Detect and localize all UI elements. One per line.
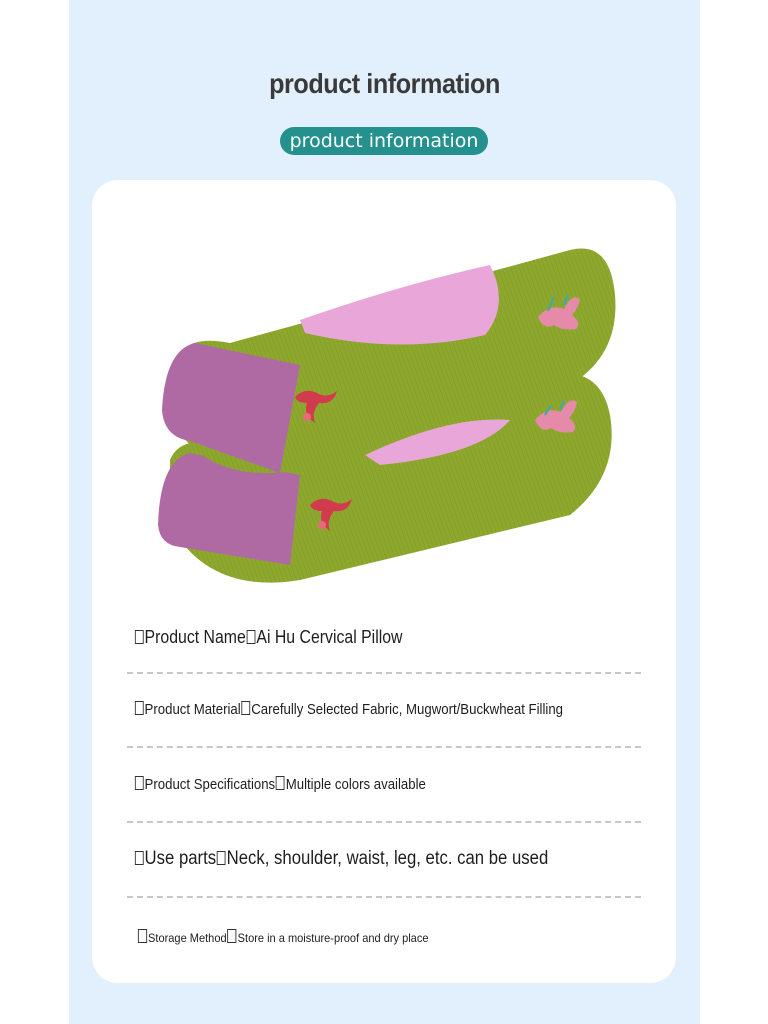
- product-photo: [150, 225, 630, 595]
- detail-label: Storage Method: [148, 931, 227, 945]
- section-badge: product information: [280, 127, 488, 155]
- detail-value: Ai Hu Cervical Pillow: [256, 627, 403, 647]
- detail-value: Carefully Selected Fabric, Mugwort/Buckwheat Filling: [251, 701, 564, 718]
- detail-row-product-name: [134, 627, 592, 648]
- detail-row-storage-method: [137, 929, 615, 945]
- detail-row-product-specifications: [134, 776, 592, 793]
- detail-value: Store in a moisture-proof and dry place: [237, 931, 429, 945]
- detail-label: Product Name: [144, 627, 246, 647]
- detail-value: Multiple colors available: [285, 776, 426, 793]
- detail-label: Use parts: [144, 848, 217, 869]
- detail-row-product-material: [134, 701, 592, 718]
- divider: [127, 672, 641, 674]
- detail-label: Product Material: [144, 701, 241, 718]
- detail-value: Neck, shoulder, waist, leg, etc. can be used: [226, 848, 549, 869]
- divider: [127, 821, 641, 823]
- divider: [127, 746, 641, 748]
- detail-label: Product Specifications: [144, 776, 276, 793]
- page-title: product information: [269, 68, 500, 99]
- detail-row-use-parts: [134, 848, 592, 870]
- divider: [127, 896, 641, 898]
